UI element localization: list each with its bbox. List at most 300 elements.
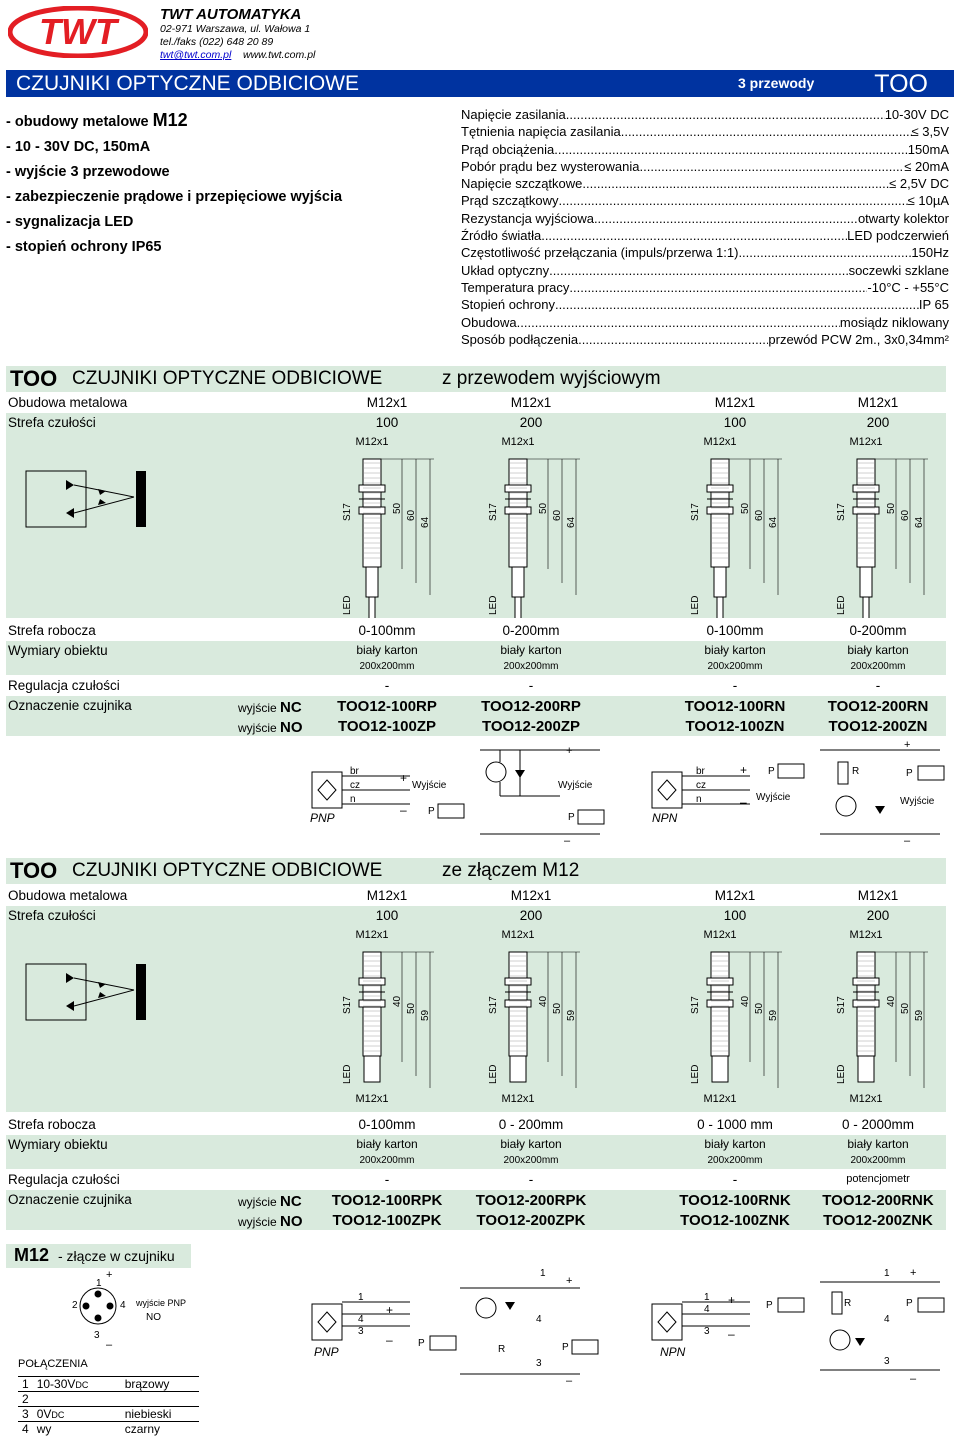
load-box: [572, 1340, 598, 1354]
minus: –: [904, 835, 911, 847]
dim-s17: S17: [836, 503, 847, 521]
wire-color: [121, 1392, 199, 1407]
minus: –: [106, 1339, 113, 1351]
dim-s17: S17: [488, 996, 499, 1014]
m12-pinout: [6, 1270, 216, 1358]
connection-row: [18, 1377, 199, 1392]
plus: +: [566, 1275, 572, 1287]
label-type: NO: [280, 719, 303, 736]
cell: -: [456, 1172, 606, 1187]
spec-key: Prąd obciążenia: [461, 141, 554, 158]
spec-key: Sposób podłączenia: [461, 331, 578, 348]
code-cell: TOO12-200ZP: [456, 718, 606, 735]
diode-icon: [505, 1302, 515, 1310]
spec-leader: [541, 227, 847, 244]
label-type: NC: [280, 1193, 302, 1210]
cell: 200x200mm: [803, 1155, 953, 1166]
nut: [359, 978, 385, 985]
voltage: [33, 1377, 121, 1392]
row-label: Regulacja czułości: [8, 1172, 120, 1187]
cell: 200x200mm: [660, 661, 810, 672]
dim-3: 59: [420, 1009, 431, 1021]
cell: 0 - 200mm: [456, 1117, 606, 1132]
s1-work-row: [6, 621, 946, 641]
spec-row: [461, 210, 949, 227]
section2-title: CZUJNIKI OPTYCZNE ODBICIOWE: [72, 860, 382, 882]
no-label: NO: [146, 1312, 161, 1323]
cell: biały karton: [803, 1137, 953, 1151]
feature-item: [6, 108, 342, 135]
row-label: Oznaczenie czujnika: [8, 1192, 132, 1207]
load-box: [918, 766, 944, 780]
s2-mark-row: [6, 1190, 946, 1230]
dim-1: 50: [886, 502, 897, 514]
plus: +: [386, 1303, 393, 1317]
cell: -: [312, 678, 462, 693]
pin-4: 4: [884, 1314, 890, 1325]
cell: M12x1: [312, 395, 462, 410]
spec-value: -10°C - +55°C: [867, 279, 949, 296]
spec-leader: [555, 296, 919, 313]
thread-label: M12x1: [501, 436, 534, 448]
spec-key: Źródło światła: [461, 227, 541, 244]
minus: –: [910, 1373, 917, 1385]
pin-4: 4: [704, 1304, 710, 1315]
cell: M12x1: [660, 888, 810, 903]
cell: 200x200mm: [312, 1155, 462, 1166]
wire-br: br: [350, 766, 360, 777]
cable: [369, 597, 375, 618]
s2-sens-row: [6, 906, 946, 926]
nut: [505, 485, 531, 492]
pin-3: 3: [94, 1330, 100, 1341]
pin-2: 2: [72, 1300, 78, 1311]
feature-item: [6, 160, 342, 185]
code-cell: TOO12-200RN: [803, 698, 953, 715]
row-label: Strefa czułości: [8, 908, 96, 923]
cell: 100: [660, 908, 810, 923]
spec-key: Temperatura pracy: [461, 279, 569, 296]
pnp-label: PNP: [314, 1345, 339, 1359]
cell: 0 - 1000 mm: [660, 1117, 810, 1132]
p-label: P: [562, 1342, 569, 1353]
code-cell: TOO12-100ZPK: [312, 1212, 462, 1229]
plus: +: [910, 1267, 916, 1279]
row-label: Obudowa metalowa: [8, 395, 127, 410]
code-cell: TOO12-200ZNK: [803, 1212, 953, 1229]
cell: 200: [456, 908, 606, 923]
thread-label: M12x1: [703, 929, 736, 941]
cell: M12x1: [456, 888, 606, 903]
cell: biały karton: [312, 1137, 462, 1151]
reflector-object: [136, 471, 146, 527]
spec-row: [461, 158, 949, 175]
s2-reg-row: [6, 1170, 946, 1190]
cell: 0-100mm: [312, 1117, 462, 1132]
company-phone: tel./faks (022) 648 20 89: [160, 36, 315, 49]
thread-label: M12x1: [849, 1093, 882, 1105]
sensor-symbol-box: [26, 964, 86, 1020]
cell: M12x1: [660, 395, 810, 410]
p-label: P: [428, 806, 435, 817]
output-label: Wyjście: [900, 796, 935, 807]
spec-leader: [594, 210, 858, 227]
s1-sens-row: [6, 413, 946, 433]
sensor-symbol-box: [26, 471, 86, 527]
dim-2: 60: [754, 509, 765, 521]
spec-key: Napięcie szczątkowe: [461, 175, 582, 192]
transistor: [836, 796, 856, 816]
spec-leader: [621, 123, 912, 140]
cell: 200: [803, 415, 953, 430]
sensor-box: [652, 772, 682, 808]
company-name: TWT AUTOMATYKA: [160, 6, 301, 23]
voltage-unit: DC: [75, 1380, 88, 1390]
row-label: Oznaczenie czujnika: [8, 698, 132, 713]
cell: biały karton: [660, 643, 810, 657]
row-label: Regulacja czułości: [8, 678, 120, 693]
dim-s17: S17: [690, 503, 701, 521]
reflector-object: [136, 964, 146, 1020]
page-title: CZUJNIKI OPTYCZNE ODBICIOWE: [16, 72, 359, 96]
spec-key: Tętnienia napięcia zasilania: [461, 123, 621, 140]
spec-row: [461, 296, 949, 313]
label-type: NO: [280, 1213, 303, 1230]
r-label: R: [844, 1298, 851, 1309]
dim-1: 50: [538, 502, 549, 514]
cell: -: [456, 678, 606, 693]
spec-key: Częstotliwość przełączania (impuls/przerwa 1:1): [461, 244, 738, 261]
cell: 100: [660, 415, 810, 430]
section1-header: [6, 366, 946, 392]
feature-text: - 10 - 30V DC, 150mA: [6, 139, 150, 155]
plus: +: [740, 763, 747, 777]
row-label: Wymiary obiektu: [8, 1137, 108, 1152]
feature-text: - stopień ochrony IP65: [6, 239, 162, 255]
dim-1: 50: [740, 502, 751, 514]
spec-row: [461, 192, 949, 209]
spec-value: LED podczerwień: [847, 227, 949, 244]
sensor-box: [312, 1304, 342, 1340]
minus: –: [564, 835, 571, 847]
wire-n: n: [696, 794, 702, 805]
load-box: [778, 1298, 804, 1312]
dim-2: 60: [900, 509, 911, 521]
pin-1: 1: [358, 1292, 364, 1303]
s2-obj-row: [6, 1135, 946, 1169]
npn-label: NPN: [652, 811, 678, 825]
spec-value: 150mA: [908, 141, 949, 158]
cell: -: [660, 1172, 810, 1187]
thread-label: M12x1: [703, 1093, 736, 1105]
thread-label: M12x1: [355, 929, 388, 941]
code-cell: TOO12-200ZN: [803, 718, 953, 735]
pin-4: 4: [536, 1314, 542, 1325]
wire-color: niebieski: [121, 1407, 199, 1422]
cell: 0-100mm: [660, 623, 810, 638]
pin-3: 3: [358, 1326, 364, 1337]
pin-dot: [83, 1303, 90, 1310]
receiver-arrow: [66, 508, 74, 518]
spec-value: mosiądz niklowany: [840, 314, 949, 331]
wire-color: brązowy: [121, 1377, 199, 1392]
connections-table: [18, 1358, 199, 1436]
led-label: LED: [690, 1065, 701, 1084]
cell: 200x200mm: [456, 661, 606, 672]
led-label: LED: [488, 596, 499, 615]
ray-arrow: [98, 499, 106, 505]
s2-wiring-diagrams: [300, 1262, 950, 1387]
spec-value: ≤ 2,5V DC: [889, 175, 949, 192]
spec-value: ≤ 20mA: [904, 158, 949, 175]
connector: [510, 1056, 526, 1082]
cell: M12x1: [803, 888, 953, 903]
spec-value: 150Hz: [911, 244, 949, 261]
cell: 0-200mm: [456, 623, 606, 638]
cell: 200: [803, 908, 953, 923]
cable: [717, 597, 723, 618]
company-address-block: [160, 23, 315, 62]
transistor: [486, 762, 506, 782]
spec-key: Obudowa: [461, 314, 517, 331]
load-box: [578, 810, 604, 824]
cable: [863, 597, 869, 618]
spec-value: 10-30V DC: [885, 106, 949, 123]
pin-3: 3: [536, 1358, 542, 1369]
sensor-box: [652, 1304, 682, 1340]
thread-label: M12x1: [849, 436, 882, 448]
dim-2: 60: [406, 509, 417, 521]
spec-leader: [640, 158, 905, 175]
voltage-unit: DC: [51, 1410, 64, 1420]
section1-code: TOO: [10, 366, 57, 392]
voltage-value: 0V: [37, 1407, 52, 1421]
cell: biały karton: [312, 643, 462, 657]
spec-leader: [582, 175, 889, 192]
r-label: R: [852, 766, 859, 777]
diode-icon: [875, 806, 885, 814]
cell: M12x1: [312, 888, 462, 903]
output-label: Wyjście: [558, 780, 593, 791]
sensor-tail: [366, 567, 378, 597]
spec-row: [461, 262, 949, 279]
cell: potencjometr: [803, 1173, 953, 1185]
row-label: Strefa robocza: [8, 1117, 96, 1132]
connections-title: POŁĄCZENIA: [18, 1358, 199, 1370]
emitter-arrow: [66, 973, 74, 983]
led-label: LED: [488, 1065, 499, 1084]
pin-dot: [107, 1303, 114, 1310]
code-cell: TOO12-100ZN: [660, 718, 810, 735]
spec-value: przewód PCW 2m., 3x0,34mm²: [768, 331, 949, 348]
dim-3: 59: [768, 1009, 779, 1021]
dim-1: 40: [538, 995, 549, 1007]
output-label: Wyjście: [412, 780, 447, 791]
thread-label: M12x1: [501, 1093, 534, 1105]
p-label: P: [906, 1298, 913, 1309]
cell: biały karton: [456, 643, 606, 657]
sensor-tail: [512, 567, 524, 597]
code-cell: TOO12-100ZP: [312, 718, 462, 735]
connection-row: [18, 1392, 199, 1407]
dim-2: 60: [552, 509, 563, 521]
plus: +: [106, 1270, 112, 1281]
cell: -: [312, 1172, 462, 1187]
spec-key: Układ optyczny: [461, 262, 549, 279]
dim-s17: S17: [342, 503, 353, 521]
section2-subtitle: ze złączem M12: [442, 860, 579, 882]
company-www[interactable]: www.twt.com.pl: [243, 49, 315, 61]
ray-arrow: [98, 982, 106, 988]
thread-label: M12x1: [501, 929, 534, 941]
sensor-tail: [860, 567, 872, 597]
dim-1: 40: [392, 995, 403, 1007]
spec-leader: [517, 314, 840, 331]
pin-1: 1: [540, 1268, 546, 1279]
connections-grid: [18, 1376, 199, 1436]
feature-item: [6, 210, 342, 235]
pin-number: 2: [18, 1392, 33, 1407]
s2-work-row: [6, 1115, 946, 1135]
dim-2: 50: [754, 1002, 765, 1014]
thread-label: M12x1: [355, 1093, 388, 1105]
title-bar: [6, 70, 954, 97]
cell: 0 - 2000mm: [803, 1117, 953, 1132]
transistor: [476, 1298, 496, 1318]
pin-1: 1: [884, 1268, 890, 1279]
voltage-value: 10-30V: [37, 1377, 76, 1391]
cell: biały karton: [456, 1137, 606, 1151]
cell: 100: [312, 908, 462, 923]
wire-color: czarny: [121, 1422, 199, 1436]
s1-housing-row: [6, 393, 946, 413]
company-email-link[interactable]: twt@twt.com.pl: [160, 49, 231, 61]
feature-list: [6, 108, 342, 260]
spec-key: Rezystancja wyjściowa: [461, 210, 594, 227]
wires-label: 3 przewody: [738, 75, 814, 91]
led-label: LED: [690, 596, 701, 615]
dim-s17: S17: [690, 996, 701, 1014]
cell: 200x200mm: [312, 661, 462, 672]
dim-1: 40: [886, 995, 897, 1007]
sensor-tail: [714, 567, 726, 597]
feature-item: [6, 185, 342, 210]
nut: [707, 485, 733, 492]
spec-row: [461, 331, 949, 348]
code-cell: TOO12-200ZPK: [456, 1212, 606, 1229]
resistor: [838, 762, 848, 784]
code-cell: TOO12-100RPK: [312, 1192, 462, 1209]
load-box: [778, 764, 804, 778]
connector: [858, 1056, 874, 1082]
load-box: [438, 804, 464, 818]
output-pnp-label: wyjście PNP: [135, 1298, 186, 1308]
code-cell: TOO12-100RNK: [660, 1192, 810, 1209]
spec-key: Prąd szczątkowy: [461, 192, 559, 209]
minus: –: [400, 803, 407, 817]
wire-cz: cz: [350, 780, 360, 791]
spec-row: [461, 244, 949, 261]
dim-s17: S17: [488, 503, 499, 521]
section2-code: TOO: [10, 858, 57, 884]
thread-label: M12x1: [355, 436, 388, 448]
spec-row: [461, 106, 949, 123]
cell: 0-100mm: [312, 623, 462, 638]
led-label: LED: [836, 1065, 847, 1084]
pin-1: 1: [96, 1278, 102, 1289]
plus: +: [566, 745, 572, 757]
p-label: P: [766, 1300, 773, 1311]
nut: [853, 485, 879, 492]
spec-leader: [549, 262, 848, 279]
emitter-arrow: [66, 480, 74, 490]
spec-leader: [569, 279, 867, 296]
cell: 200x200mm: [660, 1155, 810, 1166]
minus: –: [728, 1327, 735, 1341]
dim-3: 59: [566, 1009, 577, 1021]
spec-key: Stopień ochrony: [461, 296, 555, 313]
voltage: [33, 1407, 121, 1422]
no-label: [238, 719, 303, 736]
wire-cz: cz: [696, 780, 706, 791]
row-label: Obudowa metalowa: [8, 888, 127, 903]
cell: biały karton: [803, 643, 953, 657]
spec-row: [461, 227, 949, 244]
pnp-label: PNP: [310, 811, 335, 825]
sensor-box: [312, 772, 342, 808]
led-label: LED: [342, 1065, 353, 1084]
cell: -: [803, 678, 953, 693]
code-cell: TOO12-200RNK: [803, 1192, 953, 1209]
section1-title: CZUJNIKI OPTYCZNE ODBICIOWE: [72, 368, 382, 390]
label-type: NC: [280, 699, 302, 716]
dim-3: 64: [420, 516, 431, 528]
spec-row: [461, 123, 949, 140]
feature-text: - obudowy metalowe: [6, 114, 153, 130]
code-cell: TOO12-200RP: [456, 698, 606, 715]
cell: biały karton: [660, 1137, 810, 1151]
s1-mark-row: [6, 696, 946, 736]
plus: +: [728, 1293, 735, 1307]
dim-2: 50: [406, 1002, 417, 1014]
feature-text: - zabezpieczenie prądowe i przepięciowe wyjścia: [6, 189, 342, 205]
code-cell: TOO12-100ZNK: [660, 1212, 810, 1229]
s1-obj-row: [6, 641, 946, 675]
m12-title: M12: [14, 1245, 49, 1266]
spec-key: Pobór prądu bez wysterowania: [461, 158, 640, 175]
cell: 0-200mm: [803, 623, 953, 638]
nut: [359, 485, 385, 492]
label-text: wyjście: [238, 721, 280, 735]
npn-label: NPN: [660, 1345, 686, 1359]
pin-1: 1: [704, 1292, 710, 1303]
minus: –: [566, 1375, 573, 1387]
dim-3: 64: [768, 516, 779, 528]
pin-3: 3: [884, 1356, 890, 1367]
cell: 100: [312, 415, 462, 430]
cell: M12x1: [803, 395, 953, 410]
spec-value: otwarty kolektor: [858, 210, 949, 227]
dim-3: 64: [914, 516, 925, 528]
spec-list: [461, 106, 949, 348]
thread-label: M12x1: [703, 436, 736, 448]
spec-row: [461, 175, 949, 192]
p-label: P: [768, 766, 775, 777]
connection-row: [18, 1407, 199, 1422]
m12-connector-header: [6, 1244, 191, 1268]
row-label: Wymiary obiektu: [8, 643, 108, 658]
dim-s17: S17: [836, 996, 847, 1014]
